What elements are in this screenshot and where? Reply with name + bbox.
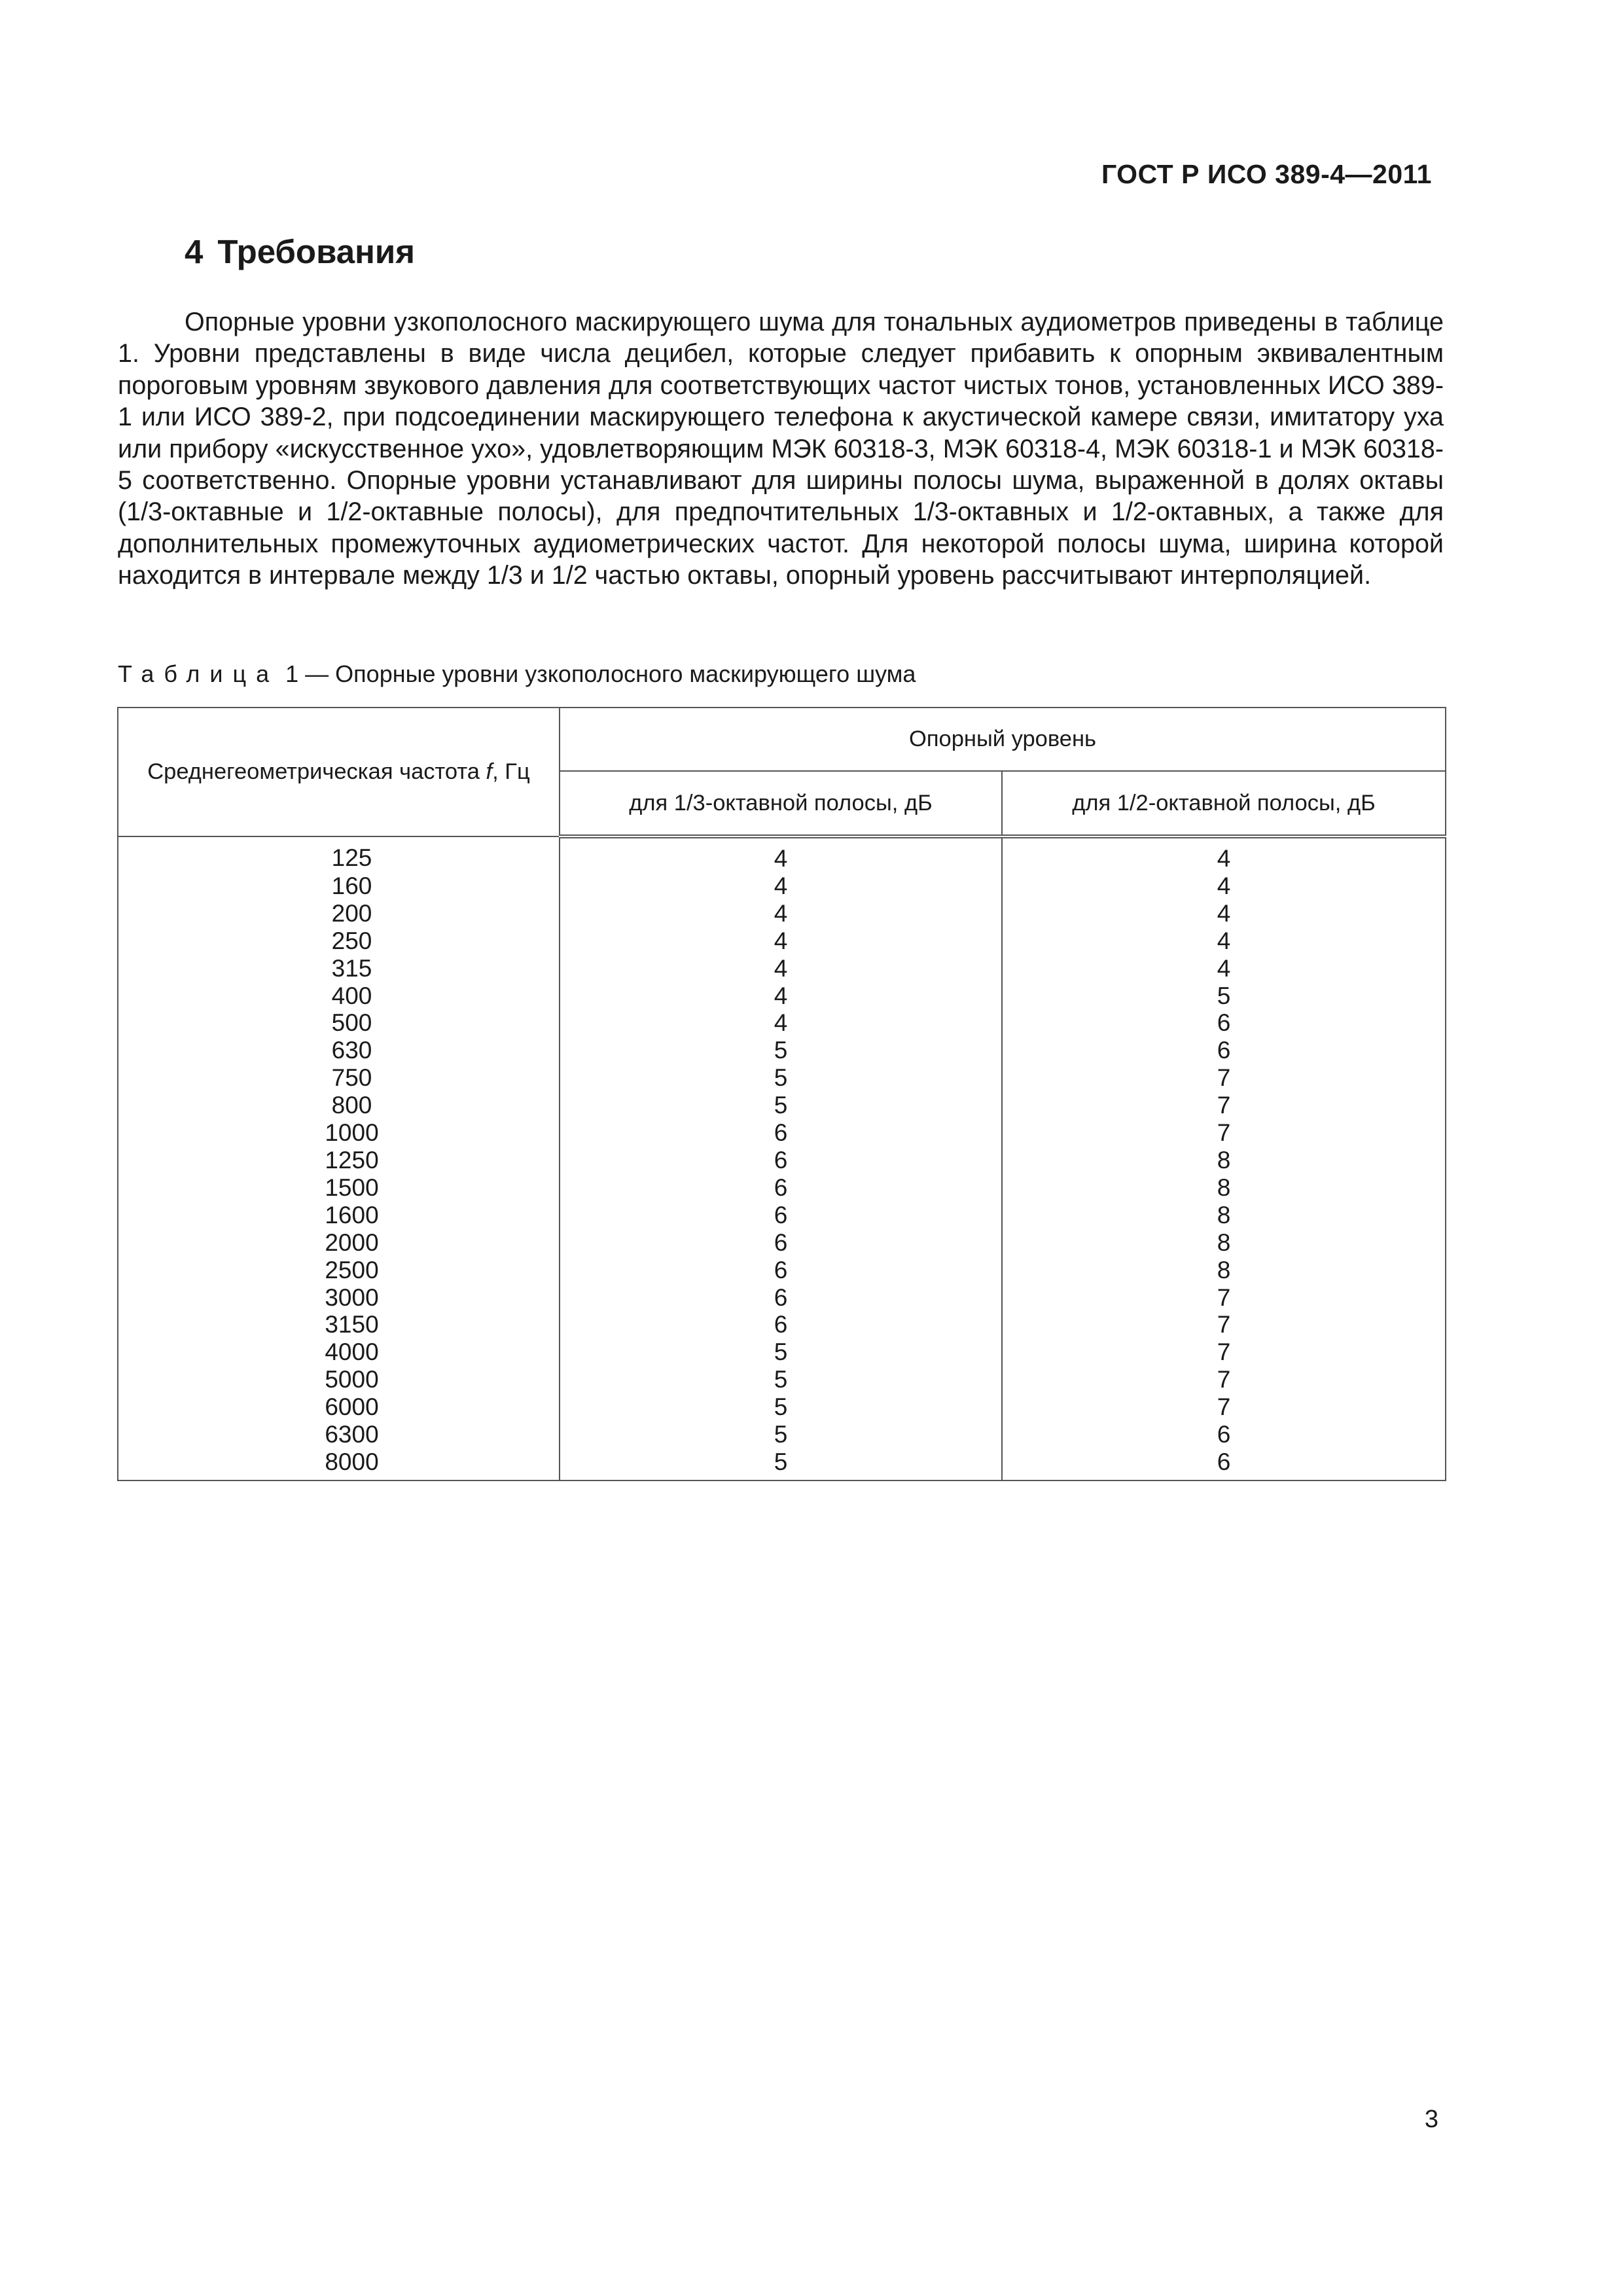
frequency-cell: 200: [118, 900, 560, 927]
frequency-cell: 2000: [118, 1229, 560, 1257]
half-octave-cell: 8: [1002, 1229, 1446, 1257]
reference-levels-table: [117, 707, 1446, 1481]
frequency-cell: 6000: [118, 1393, 560, 1421]
third-octave-cell: 4: [560, 1009, 1002, 1037]
section-title-text: Требования: [217, 233, 416, 270]
column-header-reference-level: Опорный уровень: [560, 708, 1446, 771]
table-row: [118, 1311, 1446, 1338]
column-header-third-octave: для 1/3-октавной полосы, дБ: [560, 771, 1002, 836]
frequency-cell: 160: [118, 872, 560, 900]
third-octave-cell: 4: [560, 982, 1002, 1010]
table-row: [118, 1037, 1446, 1064]
third-octave-cell: 5: [560, 1448, 1002, 1480]
frequency-cell: 750: [118, 1064, 560, 1092]
third-octave-cell: 6: [560, 1202, 1002, 1229]
third-octave-cell: 4: [560, 900, 1002, 927]
half-octave-cell: 7: [1002, 1393, 1446, 1421]
table-row: [118, 982, 1446, 1010]
third-octave-cell: 6: [560, 1147, 1002, 1174]
table-row: [118, 1338, 1446, 1366]
half-octave-cell: 7: [1002, 1119, 1446, 1147]
third-octave-cell: 4: [560, 872, 1002, 900]
half-octave-cell: 6: [1002, 1037, 1446, 1064]
half-octave-cell: 4: [1002, 836, 1446, 872]
half-octave-cell: 7: [1002, 1064, 1446, 1092]
column-header-half-octave: для 1/2-октавной полосы, дБ: [1002, 771, 1446, 836]
table-row: [118, 1202, 1446, 1229]
table-row: [118, 1064, 1446, 1092]
half-octave-cell: 4: [1002, 872, 1446, 900]
third-octave-cell: 5: [560, 1366, 1002, 1393]
half-octave-cell: 4: [1002, 900, 1446, 927]
table-caption-label: Таблица: [118, 660, 279, 687]
half-octave-cell: 8: [1002, 1202, 1446, 1229]
frequency-cell: 500: [118, 1009, 560, 1037]
table-caption-title: 1 — Опорные уровни узкополосного маскирующего шума: [279, 660, 916, 687]
table-row: [118, 1147, 1446, 1174]
third-octave-cell: 6: [560, 1119, 1002, 1147]
third-octave-cell: 6: [560, 1311, 1002, 1338]
table-row: [118, 836, 1446, 872]
half-octave-cell: 8: [1002, 1174, 1446, 1202]
table-row: [118, 927, 1446, 955]
table-row: [118, 1009, 1446, 1037]
frequency-cell: 3000: [118, 1284, 560, 1312]
half-octave-cell: 6: [1002, 1421, 1446, 1448]
column-header-frequency-variable: f: [486, 759, 493, 784]
third-octave-cell: 6: [560, 1257, 1002, 1284]
table-row: [118, 1119, 1446, 1147]
third-octave-cell: 4: [560, 836, 1002, 872]
third-octave-cell: 5: [560, 1421, 1002, 1448]
half-octave-cell: 7: [1002, 1284, 1446, 1312]
table-row: [118, 1366, 1446, 1393]
half-octave-cell: 5: [1002, 982, 1446, 1010]
body-paragraph: Опорные уровни узкополосного маскирующего шума для тональных аудиометров приведены в таблице 1. Уровни представлены в виде числа децибел, которые следует прибавить к опорным эквивалентным пороговым уровням звукового давления для соответствующих частот чистых тонов, установленных ИСО 389-1 или ИСО 389-2, при подсоединении маскирующего телефона к акустической камере связи, имитатору уха или прибору «искусственное ухо», удовлетворяющим МЭК 60318-3, МЭК 60318-4, МЭК 60318-1 и МЭК 60318-5 соответственно. Опорные уровни устанавливают для ширины полосы шума, выраженной в долях октавы (1/3-октавные и 1/2-октавные полосы), для предпочтительных 1/3-октавных и 1/2-октавных, а также для дополнительных промежуточных аудиометрических частот. Для некоторой полосы шума, ширина которой находится в интервале между 1/3 и 1/2 частью октавы, опорный уровень рассчитывают интерполяцией.: [118, 308, 1444, 590]
third-octave-cell: 5: [560, 1338, 1002, 1366]
frequency-cell: 400: [118, 982, 560, 1010]
third-octave-cell: 5: [560, 1037, 1002, 1064]
third-octave-cell: 6: [560, 1174, 1002, 1202]
third-octave-cell: 6: [560, 1229, 1002, 1257]
frequency-cell: 1000: [118, 1119, 560, 1147]
table-row: [118, 1174, 1446, 1202]
third-octave-cell: 4: [560, 927, 1002, 955]
table-row: [118, 1448, 1446, 1480]
half-octave-cell: 7: [1002, 1092, 1446, 1119]
half-octave-cell: 6: [1002, 1448, 1446, 1480]
table-row: [118, 872, 1446, 900]
table-row: [118, 955, 1446, 982]
third-octave-cell: 4: [560, 955, 1002, 982]
half-octave-cell: 7: [1002, 1338, 1446, 1366]
column-header-frequency-unit: , Гц: [492, 759, 530, 784]
half-octave-cell: 7: [1002, 1311, 1446, 1338]
third-octave-cell: 6: [560, 1284, 1002, 1312]
frequency-cell: 5000: [118, 1366, 560, 1393]
column-header-frequency-text: Среднегеометрическая частота: [147, 759, 486, 784]
half-octave-cell: 8: [1002, 1257, 1446, 1284]
frequency-cell: 1250: [118, 1147, 560, 1174]
page-number: 3: [1424, 2106, 1438, 2133]
frequency-cell: 800: [118, 1092, 560, 1119]
table-row: [118, 900, 1446, 927]
frequency-cell: 1600: [118, 1202, 560, 1229]
table-row: [118, 1092, 1446, 1119]
frequency-cell: 250: [118, 927, 560, 955]
third-octave-cell: 5: [560, 1393, 1002, 1421]
frequency-cell: 2500: [118, 1257, 560, 1284]
half-octave-cell: 4: [1002, 927, 1446, 955]
frequency-cell: 8000: [118, 1448, 560, 1480]
half-octave-cell: 6: [1002, 1009, 1446, 1037]
frequency-cell: 3150: [118, 1311, 560, 1338]
table-row: [118, 1284, 1446, 1312]
frequency-cell: 6300: [118, 1421, 560, 1448]
third-octave-cell: 5: [560, 1092, 1002, 1119]
half-octave-cell: 4: [1002, 955, 1446, 982]
table-row: [118, 1421, 1446, 1448]
table-body: [118, 836, 1446, 1480]
section-title: [185, 232, 415, 271]
frequency-cell: 4000: [118, 1338, 560, 1366]
table-row: [118, 1393, 1446, 1421]
section-number: 4: [185, 233, 204, 270]
page-header-standard-code: ГОСТ Р ИСО 389-4—2011: [1101, 159, 1432, 189]
frequency-cell: 315: [118, 955, 560, 982]
column-header-frequency: [118, 708, 560, 836]
half-octave-cell: 8: [1002, 1147, 1446, 1174]
third-octave-cell: 5: [560, 1064, 1002, 1092]
table-caption: [118, 660, 916, 688]
frequency-cell: 630: [118, 1037, 560, 1064]
frequency-cell: 125: [118, 836, 560, 872]
table-row: [118, 1229, 1446, 1257]
half-octave-cell: 7: [1002, 1366, 1446, 1393]
frequency-cell: 1500: [118, 1174, 560, 1202]
table-row: [118, 1257, 1446, 1284]
